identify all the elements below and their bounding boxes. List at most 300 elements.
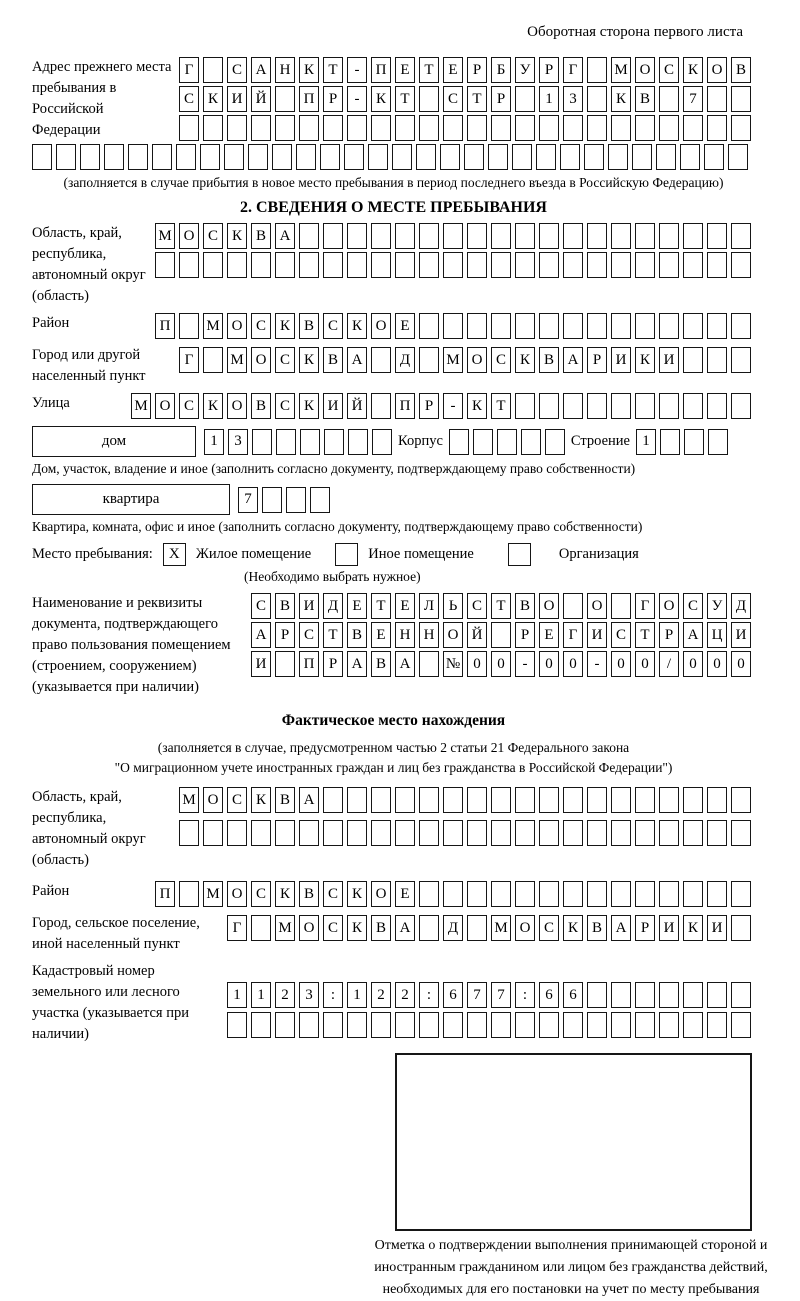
char-cell[interactable]: [635, 982, 655, 1008]
char-cell[interactable]: [467, 115, 487, 141]
char-cell[interactable]: Е: [395, 313, 415, 339]
char-cell[interactable]: В: [275, 593, 295, 619]
char-cell[interactable]: 7: [491, 982, 511, 1008]
char-cell[interactable]: О: [203, 787, 223, 813]
char-cell[interactable]: [539, 820, 559, 846]
char-cell[interactable]: [587, 881, 607, 907]
char-cell[interactable]: [296, 144, 316, 170]
char-cell[interactable]: [395, 820, 415, 846]
char-cell[interactable]: [491, 622, 511, 648]
char-cell[interactable]: С: [251, 881, 271, 907]
char-cell[interactable]: [299, 1012, 319, 1038]
char-cell[interactable]: [371, 393, 391, 419]
char-cell[interactable]: [443, 881, 463, 907]
char-cell[interactable]: [56, 144, 76, 170]
char-cell[interactable]: [563, 881, 583, 907]
char-cell[interactable]: [262, 487, 282, 513]
char-cell[interactable]: И: [707, 915, 727, 941]
char-cell[interactable]: -: [515, 651, 535, 677]
char-cell[interactable]: [443, 820, 463, 846]
char-cell[interactable]: К: [683, 57, 703, 83]
char-cell[interactable]: [443, 313, 463, 339]
char-cell[interactable]: [347, 115, 367, 141]
char-cell[interactable]: [708, 429, 728, 455]
char-cell[interactable]: К: [299, 393, 319, 419]
char-cell[interactable]: 1: [204, 429, 224, 455]
char-cell[interactable]: [587, 393, 607, 419]
char-cell[interactable]: [395, 115, 415, 141]
char-cell[interactable]: А: [347, 651, 367, 677]
char-cell[interactable]: [491, 881, 511, 907]
char-cell[interactable]: [683, 982, 703, 1008]
char-cell[interactable]: [275, 820, 295, 846]
char-cell[interactable]: [248, 144, 268, 170]
char-cell[interactable]: [347, 787, 367, 813]
char-cell[interactable]: В: [251, 223, 271, 249]
char-cell[interactable]: [467, 881, 487, 907]
char-cell[interactable]: [467, 915, 487, 941]
char-cell[interactable]: Ь: [443, 593, 463, 619]
char-cell[interactable]: [728, 144, 748, 170]
char-cell[interactable]: [707, 1012, 727, 1038]
char-cell[interactable]: К: [683, 915, 703, 941]
char-cell[interactable]: 2: [275, 982, 295, 1008]
char-cell[interactable]: [611, 787, 631, 813]
char-cell[interactable]: [371, 347, 391, 373]
char-cell[interactable]: [563, 252, 583, 278]
char-cell[interactable]: Й: [467, 622, 487, 648]
char-cell[interactable]: 6: [563, 982, 583, 1008]
char-cell[interactable]: У: [707, 593, 727, 619]
char-cell[interactable]: [683, 787, 703, 813]
char-cell[interactable]: С: [203, 223, 223, 249]
char-cell[interactable]: [584, 144, 604, 170]
char-cell[interactable]: [32, 144, 52, 170]
char-cell[interactable]: 0: [467, 651, 487, 677]
char-cell[interactable]: [395, 252, 415, 278]
char-cell[interactable]: С: [323, 313, 343, 339]
char-cell[interactable]: А: [683, 622, 703, 648]
char-cell[interactable]: [707, 347, 727, 373]
char-cell[interactable]: [731, 223, 751, 249]
house-box[interactable]: дом: [32, 426, 196, 457]
char-cell[interactable]: Р: [491, 86, 511, 112]
char-cell[interactable]: С: [659, 57, 679, 83]
char-cell[interactable]: [563, 787, 583, 813]
char-cell[interactable]: Е: [395, 593, 415, 619]
char-cell[interactable]: 6: [443, 982, 463, 1008]
char-cell[interactable]: [227, 820, 247, 846]
char-cell[interactable]: В: [371, 651, 391, 677]
char-cell[interactable]: Д: [443, 915, 463, 941]
char-cell[interactable]: :: [323, 982, 343, 1008]
char-cell[interactable]: Н: [275, 57, 295, 83]
char-cell[interactable]: [371, 223, 391, 249]
char-cell[interactable]: [419, 820, 439, 846]
char-cell[interactable]: [497, 429, 517, 455]
char-cell[interactable]: Й: [251, 86, 271, 112]
char-cell[interactable]: [227, 1012, 247, 1038]
char-cell[interactable]: [443, 787, 463, 813]
char-cell[interactable]: [419, 1012, 439, 1038]
char-cell[interactable]: А: [275, 223, 295, 249]
char-cell[interactable]: О: [227, 393, 247, 419]
char-cell[interactable]: [512, 144, 532, 170]
char-cell[interactable]: [611, 115, 631, 141]
char-cell[interactable]: К: [563, 915, 583, 941]
char-cell[interactable]: [443, 1012, 463, 1038]
char-cell[interactable]: [659, 86, 679, 112]
char-cell[interactable]: [683, 313, 703, 339]
char-cell[interactable]: [323, 115, 343, 141]
char-cell[interactable]: М: [131, 393, 151, 419]
char-cell[interactable]: С: [227, 787, 247, 813]
char-cell[interactable]: 1: [347, 982, 367, 1008]
char-cell[interactable]: О: [371, 313, 391, 339]
char-cell[interactable]: С: [611, 622, 631, 648]
char-cell[interactable]: -: [347, 57, 367, 83]
char-cell[interactable]: У: [515, 57, 535, 83]
char-cell[interactable]: [660, 429, 680, 455]
char-cell[interactable]: К: [347, 915, 367, 941]
char-cell[interactable]: [251, 915, 271, 941]
char-cell[interactable]: Е: [395, 881, 415, 907]
char-cell[interactable]: [419, 313, 439, 339]
char-cell[interactable]: [563, 313, 583, 339]
char-cell[interactable]: С: [443, 86, 463, 112]
char-cell[interactable]: К: [635, 347, 655, 373]
char-cell[interactable]: [368, 144, 388, 170]
char-cell[interactable]: [608, 144, 628, 170]
char-cell[interactable]: [371, 1012, 391, 1038]
char-cell[interactable]: [731, 881, 751, 907]
char-cell[interactable]: Л: [419, 593, 439, 619]
char-cell[interactable]: Т: [467, 86, 487, 112]
char-cell[interactable]: О: [179, 223, 199, 249]
char-cell[interactable]: [300, 429, 320, 455]
char-cell[interactable]: К: [371, 86, 391, 112]
char-cell[interactable]: [587, 820, 607, 846]
char-cell[interactable]: 0: [731, 651, 751, 677]
char-cell[interactable]: [587, 252, 607, 278]
char-cell[interactable]: [707, 115, 727, 141]
char-cell[interactable]: 1: [636, 429, 656, 455]
char-cell[interactable]: [515, 820, 535, 846]
char-cell[interactable]: [324, 429, 344, 455]
char-cell[interactable]: [491, 1012, 511, 1038]
char-cell[interactable]: [707, 393, 727, 419]
char-cell[interactable]: [395, 787, 415, 813]
char-cell[interactable]: [203, 115, 223, 141]
char-cell[interactable]: [707, 313, 727, 339]
char-cell[interactable]: [299, 115, 319, 141]
char-cell[interactable]: К: [611, 86, 631, 112]
char-cell[interactable]: [372, 429, 392, 455]
char-cell[interactable]: С: [179, 86, 199, 112]
char-cell[interactable]: [227, 115, 247, 141]
char-cell[interactable]: [536, 144, 556, 170]
char-cell[interactable]: [659, 252, 679, 278]
char-cell[interactable]: [707, 223, 727, 249]
char-cell[interactable]: А: [563, 347, 583, 373]
char-cell[interactable]: [521, 429, 541, 455]
char-cell[interactable]: /: [659, 651, 679, 677]
char-cell[interactable]: Т: [395, 86, 415, 112]
char-cell[interactable]: [659, 115, 679, 141]
char-cell[interactable]: [419, 651, 439, 677]
char-cell[interactable]: 7: [683, 86, 703, 112]
char-cell[interactable]: [731, 787, 751, 813]
char-cell[interactable]: [731, 313, 751, 339]
char-cell[interactable]: К: [299, 347, 319, 373]
char-cell[interactable]: 7: [238, 487, 258, 513]
char-cell[interactable]: [539, 787, 559, 813]
char-cell[interactable]: [347, 1012, 367, 1038]
char-cell[interactable]: [611, 252, 631, 278]
char-cell[interactable]: [515, 223, 535, 249]
char-cell[interactable]: [464, 144, 484, 170]
char-cell[interactable]: [515, 252, 535, 278]
char-cell[interactable]: Н: [395, 622, 415, 648]
char-cell[interactable]: [179, 115, 199, 141]
char-cell[interactable]: [611, 393, 631, 419]
char-cell[interactable]: В: [731, 57, 751, 83]
char-cell[interactable]: С: [179, 393, 199, 419]
char-cell[interactable]: И: [323, 393, 343, 419]
char-cell[interactable]: [707, 881, 727, 907]
char-cell[interactable]: [155, 252, 175, 278]
char-cell[interactable]: [419, 86, 439, 112]
char-cell[interactable]: [587, 86, 607, 112]
char-cell[interactable]: В: [299, 881, 319, 907]
char-cell[interactable]: В: [299, 313, 319, 339]
char-cell[interactable]: [419, 252, 439, 278]
char-cell[interactable]: Т: [419, 57, 439, 83]
char-cell[interactable]: [473, 429, 493, 455]
char-cell[interactable]: [440, 144, 460, 170]
char-cell[interactable]: О: [227, 313, 247, 339]
char-cell[interactable]: В: [251, 393, 271, 419]
char-cell[interactable]: [539, 252, 559, 278]
char-cell[interactable]: [563, 593, 583, 619]
char-cell[interactable]: [731, 915, 751, 941]
char-cell[interactable]: О: [659, 593, 679, 619]
char-cell[interactable]: [371, 820, 391, 846]
char-cell[interactable]: Е: [371, 622, 391, 648]
char-cell[interactable]: [252, 429, 272, 455]
char-cell[interactable]: [635, 313, 655, 339]
char-cell[interactable]: 0: [635, 651, 655, 677]
char-cell[interactable]: [563, 115, 583, 141]
char-cell[interactable]: [635, 787, 655, 813]
char-cell[interactable]: Г: [635, 593, 655, 619]
char-cell[interactable]: Г: [227, 915, 247, 941]
char-cell[interactable]: [515, 1012, 535, 1038]
char-cell[interactable]: С: [323, 881, 343, 907]
char-cell[interactable]: О: [227, 881, 247, 907]
char-cell[interactable]: [467, 1012, 487, 1038]
char-cell[interactable]: [611, 881, 631, 907]
char-cell[interactable]: [563, 1012, 583, 1038]
char-cell[interactable]: И: [251, 651, 271, 677]
char-cell[interactable]: И: [659, 915, 679, 941]
char-cell[interactable]: [395, 223, 415, 249]
char-cell[interactable]: Н: [419, 622, 439, 648]
char-cell[interactable]: К: [275, 881, 295, 907]
char-cell[interactable]: [419, 115, 439, 141]
char-cell[interactable]: [491, 223, 511, 249]
checkbox-residential[interactable]: X: [163, 543, 186, 566]
char-cell[interactable]: В: [635, 86, 655, 112]
char-cell[interactable]: К: [227, 223, 247, 249]
char-cell[interactable]: [179, 881, 199, 907]
char-cell[interactable]: [276, 429, 296, 455]
char-cell[interactable]: [684, 429, 704, 455]
char-cell[interactable]: [731, 86, 751, 112]
char-cell[interactable]: [563, 223, 583, 249]
char-cell[interactable]: [611, 982, 631, 1008]
char-cell[interactable]: [320, 144, 340, 170]
char-cell[interactable]: [443, 223, 463, 249]
char-cell[interactable]: [323, 1012, 343, 1038]
char-cell[interactable]: [611, 1012, 631, 1038]
char-cell[interactable]: [731, 115, 751, 141]
char-cell[interactable]: [467, 787, 487, 813]
char-cell[interactable]: [680, 144, 700, 170]
char-cell[interactable]: [104, 144, 124, 170]
char-cell[interactable]: Т: [491, 593, 511, 619]
char-cell[interactable]: [683, 347, 703, 373]
char-cell[interactable]: [683, 1012, 703, 1038]
char-cell[interactable]: [635, 223, 655, 249]
char-cell[interactable]: [659, 820, 679, 846]
char-cell[interactable]: Ц: [707, 622, 727, 648]
char-cell[interactable]: [443, 115, 463, 141]
char-cell[interactable]: [488, 144, 508, 170]
char-cell[interactable]: №: [443, 651, 463, 677]
char-cell[interactable]: [416, 144, 436, 170]
char-cell[interactable]: В: [347, 622, 367, 648]
char-cell[interactable]: Т: [323, 622, 343, 648]
char-cell[interactable]: [344, 144, 364, 170]
char-cell[interactable]: [323, 223, 343, 249]
char-cell[interactable]: М: [179, 787, 199, 813]
char-cell[interactable]: С: [251, 313, 271, 339]
char-cell[interactable]: В: [539, 347, 559, 373]
char-cell[interactable]: [632, 144, 652, 170]
char-cell[interactable]: [659, 393, 679, 419]
char-cell[interactable]: А: [611, 915, 631, 941]
char-cell[interactable]: Р: [467, 57, 487, 83]
char-cell[interactable]: [683, 820, 703, 846]
char-cell[interactable]: [635, 115, 655, 141]
char-cell[interactable]: О: [443, 622, 463, 648]
char-cell[interactable]: [587, 982, 607, 1008]
char-cell[interactable]: [491, 313, 511, 339]
char-cell[interactable]: [707, 252, 727, 278]
char-cell[interactable]: М: [203, 881, 223, 907]
char-cell[interactable]: [449, 429, 469, 455]
char-cell[interactable]: С: [251, 593, 271, 619]
char-cell[interactable]: [272, 144, 292, 170]
char-cell[interactable]: О: [299, 915, 319, 941]
char-cell[interactable]: М: [443, 347, 463, 373]
char-cell[interactable]: И: [299, 593, 319, 619]
char-cell[interactable]: [371, 115, 391, 141]
char-cell[interactable]: [731, 1012, 751, 1038]
char-cell[interactable]: [491, 820, 511, 846]
char-cell[interactable]: П: [371, 57, 391, 83]
char-cell[interactable]: В: [515, 593, 535, 619]
char-cell[interactable]: [563, 820, 583, 846]
char-cell[interactable]: [539, 393, 559, 419]
char-cell[interactable]: Д: [395, 347, 415, 373]
char-cell[interactable]: [275, 252, 295, 278]
char-cell[interactable]: М: [275, 915, 295, 941]
char-cell[interactable]: [467, 252, 487, 278]
char-cell[interactable]: О: [251, 347, 271, 373]
char-cell[interactable]: С: [275, 347, 295, 373]
char-cell[interactable]: [371, 787, 391, 813]
char-cell[interactable]: [611, 313, 631, 339]
char-cell[interactable]: 2: [395, 982, 415, 1008]
char-cell[interactable]: [587, 57, 607, 83]
char-cell[interactable]: К: [203, 393, 223, 419]
char-cell[interactable]: [515, 881, 535, 907]
char-cell[interactable]: Е: [347, 593, 367, 619]
char-cell[interactable]: О: [587, 593, 607, 619]
char-cell[interactable]: [659, 1012, 679, 1038]
char-cell[interactable]: [299, 223, 319, 249]
char-cell[interactable]: [659, 881, 679, 907]
char-cell[interactable]: [683, 223, 703, 249]
char-cell[interactable]: [707, 787, 727, 813]
char-cell[interactable]: В: [275, 787, 295, 813]
char-cell[interactable]: [310, 487, 330, 513]
char-cell[interactable]: 0: [539, 651, 559, 677]
char-cell[interactable]: [200, 144, 220, 170]
char-cell[interactable]: 1: [539, 86, 559, 112]
char-cell[interactable]: [635, 881, 655, 907]
char-cell[interactable]: [286, 487, 306, 513]
char-cell[interactable]: [419, 881, 439, 907]
char-cell[interactable]: Б: [491, 57, 511, 83]
char-cell[interactable]: М: [155, 223, 175, 249]
char-cell[interactable]: [176, 144, 196, 170]
char-cell[interactable]: В: [323, 347, 343, 373]
char-cell[interactable]: И: [587, 622, 607, 648]
char-cell[interactable]: [635, 393, 655, 419]
char-cell[interactable]: 3: [299, 982, 319, 1008]
char-cell[interactable]: [275, 86, 295, 112]
char-cell[interactable]: 6: [539, 982, 559, 1008]
char-cell[interactable]: [224, 144, 244, 170]
char-cell[interactable]: [683, 115, 703, 141]
char-cell[interactable]: К: [203, 86, 223, 112]
char-cell[interactable]: [707, 86, 727, 112]
char-cell[interactable]: П: [155, 881, 175, 907]
char-cell[interactable]: К: [347, 881, 367, 907]
char-cell[interactable]: [611, 223, 631, 249]
char-cell[interactable]: К: [515, 347, 535, 373]
char-cell[interactable]: [251, 115, 271, 141]
char-cell[interactable]: М: [227, 347, 247, 373]
char-cell[interactable]: Р: [323, 651, 343, 677]
char-cell[interactable]: [395, 1012, 415, 1038]
char-cell[interactable]: О: [467, 347, 487, 373]
char-cell[interactable]: [539, 223, 559, 249]
char-cell[interactable]: М: [203, 313, 223, 339]
